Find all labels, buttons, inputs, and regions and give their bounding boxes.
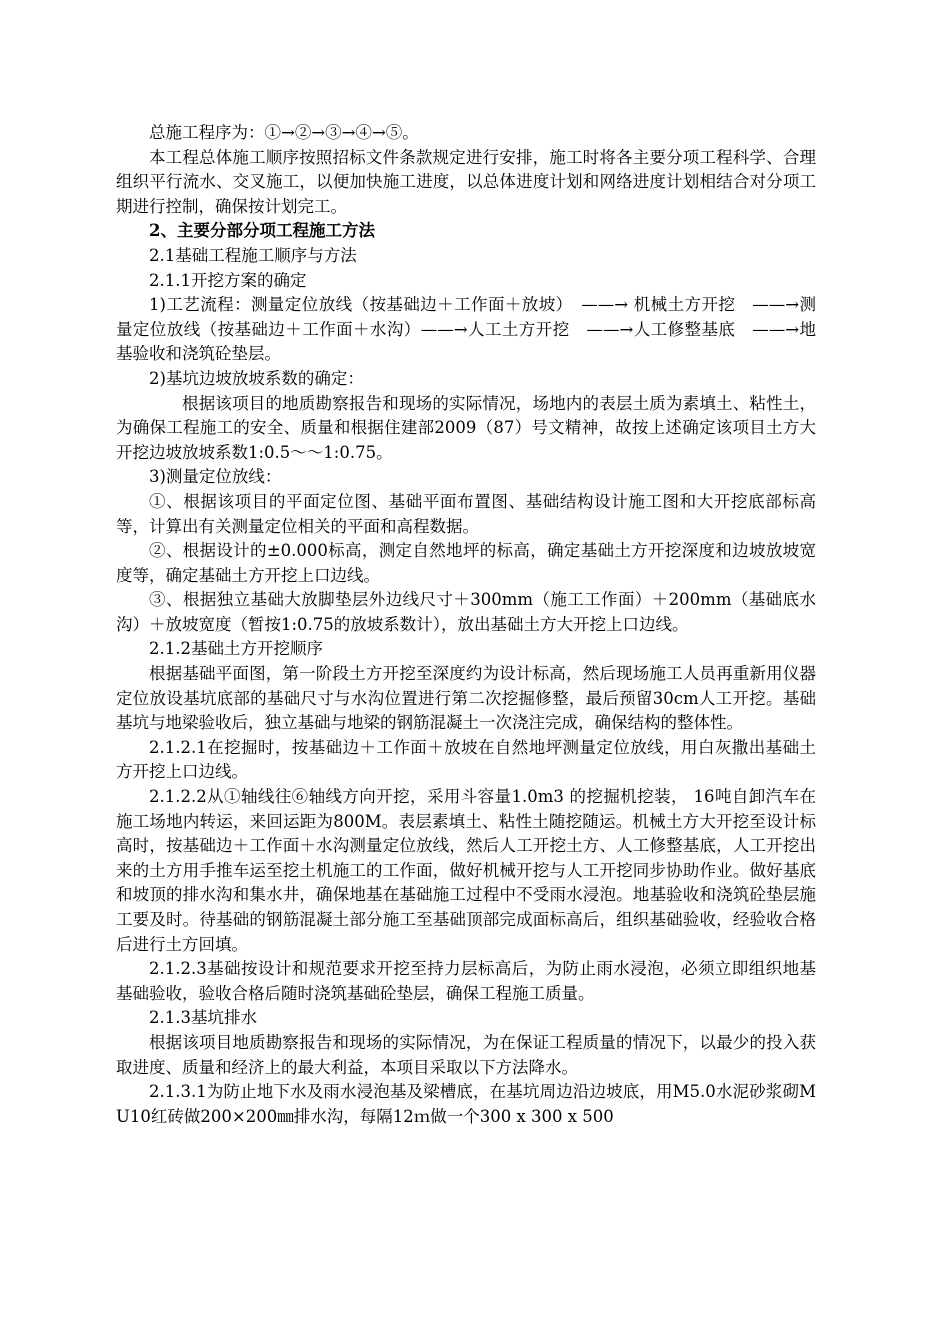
document-page <box>116 121 816 1129</box>
subheading-2-1: 2.1基础工程施工顺序与方法 <box>149 245 357 265</box>
paragraph-excavation-order: 根据基础平面图，第一阶段土方开挖至深度约为设计标高，然后现场施工人员再重新用仪器定位放设基坑底部的基础尺寸与水沟位置进行第二次挖掘修整，最后预留30cm人工开挖。基础基坑与地梁验收后，独立基础与地梁的钢筋混凝土一次浇注完成，确保结构的整体性。 <box>116 664 816 733</box>
paragraph-2-1-2-2: 2.1.2.2从①轴线往⑥轴线方向开挖，采用斗容量1.0m3 的挖掘机挖装， 16吨自卸汽车在施工场地内转运，来回运距为800M。表层素填土、粘性土随挖随运。机械土方大开挖至设计标高时，按基础边＋工作面＋水沟测量定位放线，然后人工开挖土方、人工修整基底，人工开挖出来的土方用手推车运至挖土机施工的工作面，做好机械开挖与人工开挖同步协助作业。做好基底和坡顶的排水沟和集水井，确保地基在基础施工过程中不受雨水浸泡。地基验收和浇筑砼垫层施工要及时。待基础的钢筋混凝土部分施工至基础顶部完成面标高后，组织基础验收，经验收合格后进行土方回填。 <box>116 787 816 954</box>
paragraph-process-flow: 1)工艺流程：测量定位放线（按基础边＋工作面＋放坡） ——→ 机械土方开挖 ——→测量定位放线（按基础边＋工作面＋水沟）——→人工土方开挖 ——→人工修整基底 ——→地基验收和浇筑砼垫层。 <box>116 295 816 364</box>
subheading-2-1-1: 2.1.1开挖方案的确定 <box>149 270 307 290</box>
paragraph-drainage: 根据该项目地质勘察报告和现场的实际情况，为在保证工程质量的情况下，以最少的投入获取进度、质量和经济上的最大利益，本项目采取以下方法降水。 <box>116 1032 816 1077</box>
paragraph-overview: 本工程总体施工顺序按照招标文件条款规定进行安排，施工时将各主要分项工程科学、合理组织平行流水、交叉施工，以便加快施工进度，以总体进度计划和网络进度计划相结合对分项工期进行控制，确保按计划完工。 <box>116 147 816 216</box>
paragraph-survey-2: ②、根据设计的±0.000标高，测定自然地坪的标高，确定基础土方开挖深度和边坡放坡宽度等，确定基础土方开挖上口边线。 <box>116 541 816 585</box>
paragraph-slope-body: 根据该项目的地质勘察报告和现场的实际情况，场地内的表层土质为素填土、粘性土，为确保工程施工的安全、质量和根据住建部2009（87）号文精神，故按上述确定该项目土方大开挖边坡放坡系数1:0.5～～1:0.75。 <box>116 393 816 462</box>
paragraph-survey-title: 3)测量定位放线： <box>149 467 282 487</box>
paragraph-2-1-2-3: 2.1.2.3基础按设计和规范要求开挖至持力层标高后，为防止雨水浸泡，必须立即组织地基基础验收，验收合格后随时浇筑基础砼垫层，确保工程施工质量。 <box>116 959 816 1003</box>
subheading-2-1-2: 2.1.2基础土方开挖顺序 <box>149 639 323 659</box>
subheading-2-1-3: 2.1.3基坑排水 <box>149 1008 257 1028</box>
paragraph-survey-1: ①、根据该项目的平面定位图、基础平面布置图、基础结构设计施工图和大开挖底部标高等，计算出有关测量定位相关的平面和高程数据。 <box>116 491 816 536</box>
paragraph-survey-3: ③、根据独立基础大放脚垫层外边线尺寸＋300mm（施工工作面）＋200mm（基础底水沟）＋放坡宽度（暂按1:0.75的放坡系数计），放出基础土方大开挖上口边线。 <box>116 590 816 634</box>
paragraph-sequence: 总施工程序为：①→②→③→④→⑤。 <box>149 123 419 142</box>
paragraph-slope-title: 2)基坑边坡放坡系数的确定： <box>149 368 364 388</box>
section-heading-2: 2、主要分部分项工程施工方法 <box>149 221 375 241</box>
paragraph-2-1-3-1: 2.1.3.1为防止地下水及雨水浸泡基及梁槽底，在基坑周边沿边坡底，用M5.0水泥砂浆砌MU10红砖做200×200㎜排水沟，每隔12ｍ做一个300 x 300 x 500 <box>116 1082 816 1126</box>
paragraph-2-1-2-1: 2.1.2.1在挖掘时，按基础边＋工作面＋放坡在自然地坪测量定位放线，用白灰撒出基础土方开挖上口边线。 <box>116 737 816 782</box>
